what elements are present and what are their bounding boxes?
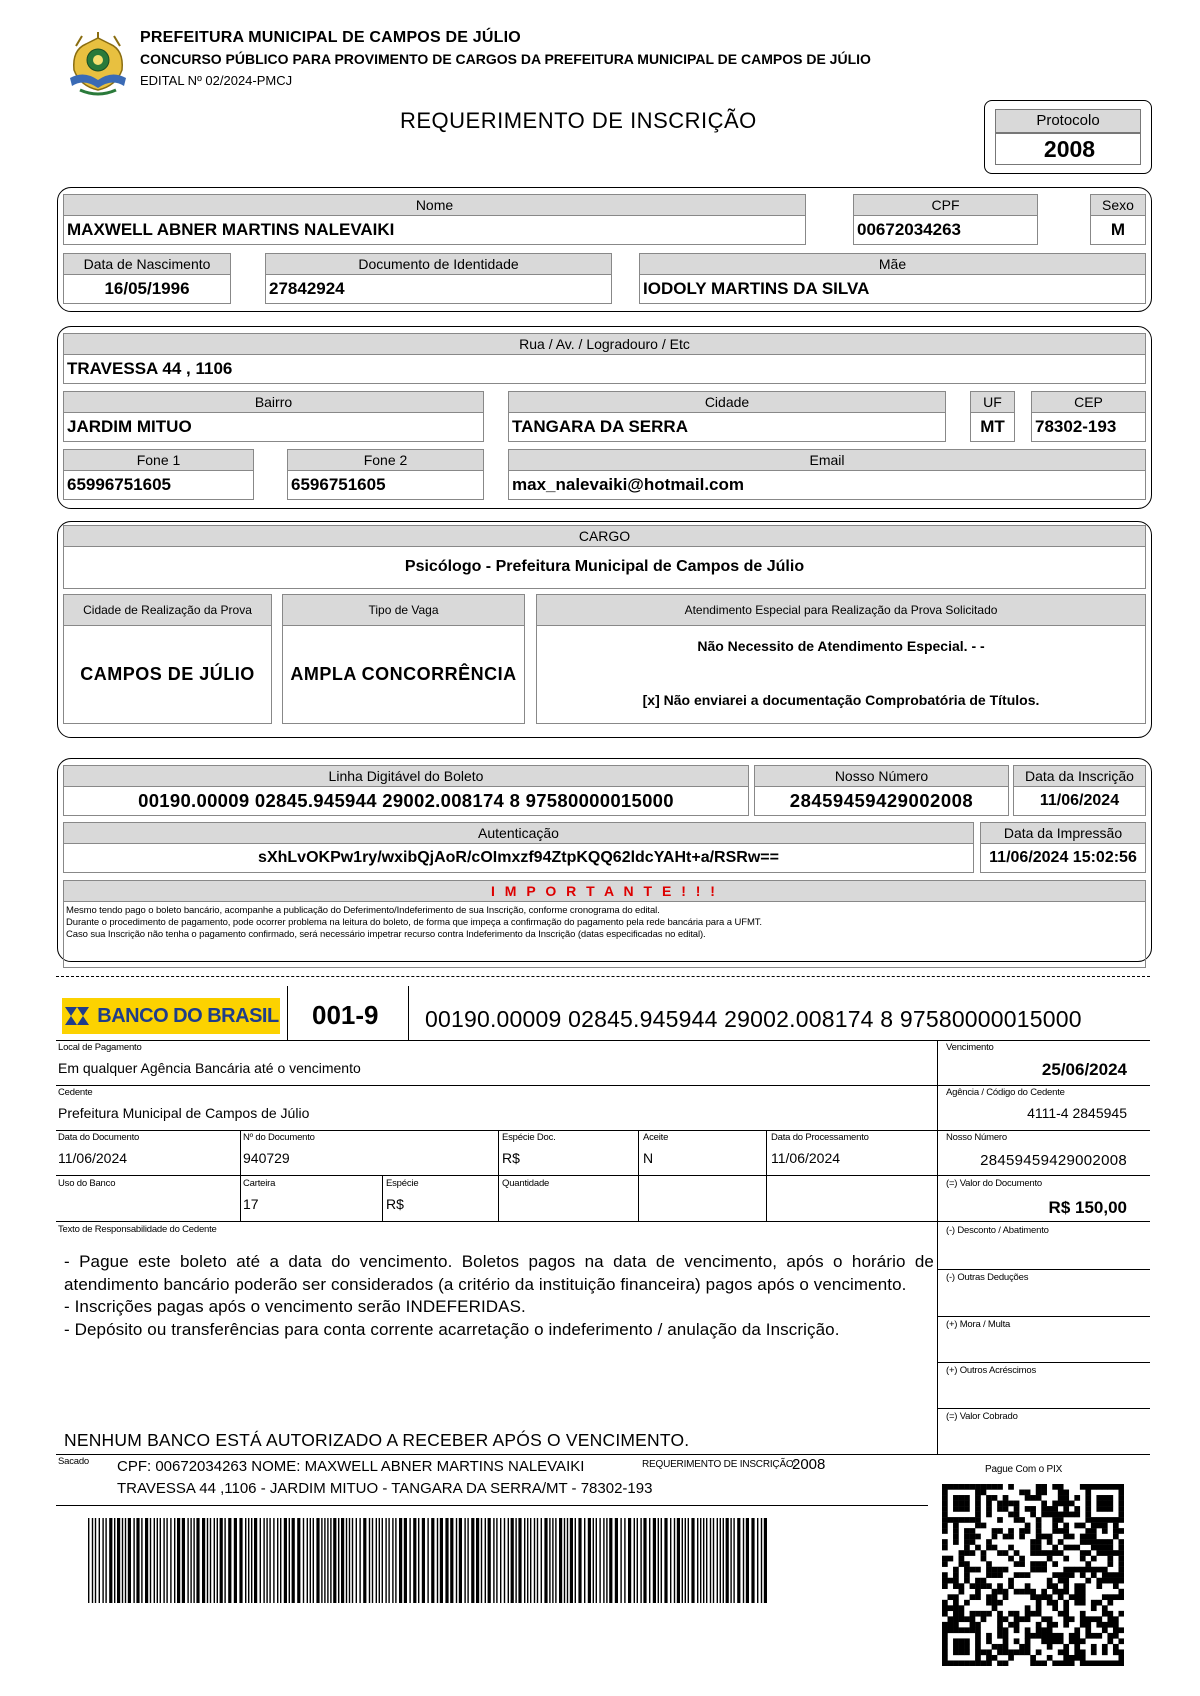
field-mae: Mãe IODOLY MARTINS DA SILVA — [639, 253, 1146, 304]
field-uf: UF MT — [970, 391, 1015, 442]
especie-value: R$ — [386, 1196, 404, 1212]
rua-value: TRAVESSA 44 , 1106 — [63, 355, 1146, 384]
field-cidade: Cidade TANGARA DA SERRA — [508, 391, 946, 442]
cidade-value: TANGARA DA SERRA — [508, 413, 946, 442]
sacado-line-2: TRAVESSA 44 ,1106 - JARDIM MITUO - TANGARA DA SERRA/MT - 78302-193 — [117, 1480, 653, 1497]
aceite-value: N — [643, 1150, 654, 1166]
local-pagamento-value: Em qualquer Agência Bancária até o vencimento — [58, 1060, 361, 1076]
sexo-value: M — [1090, 216, 1146, 245]
sacado-line-1: CPF: 00672034263 NOME: MAXWELL ABNER MARTINS NALEVAIKI — [117, 1458, 585, 1475]
field-importante — [63, 880, 1146, 968]
agencia-value: 4111-4 2845945 — [1027, 1105, 1127, 1121]
field-fone1: Fone 1 65996751605 — [63, 449, 254, 500]
important-note-1: Mesmo tendo pago o boleto bancário, acompanhe a publicação do Deferimento/Indeferimento de sua Inscrição, conforme cronograma do edital. — [66, 905, 660, 916]
header-contest: CONCURSO PÚBLICO PARA PROVIMENTO DE CARGOS DA PREFEITURA MUNICIPAL DE CAMPOS DE JÚLIO — [140, 51, 871, 67]
banco-do-brasil-logo — [62, 998, 280, 1034]
field-email: Email max_nalevaiki@hotmail.com — [508, 449, 1146, 500]
nosso-numero-value: 28459459429002008 — [754, 787, 1009, 816]
boleto-barcode — [88, 1518, 770, 1603]
pix-qr-code — [942, 1484, 1124, 1666]
cargo-value: Psicólogo - Prefeitura Municipal de Campos de Júlio — [63, 547, 1146, 589]
uf-value: MT — [970, 413, 1015, 442]
boleto-instructions: - Pague este boleto até a data do vencimento. Boletos pagos na data de vencimento, após o horário de atendimento bancário poderão ser considerados (a critério da instituição financeira) pagos após o vencimento. - Inscrições pagas após o vencimento serão INDEFERIDAS. - Depósito ou transferências para conta corrente acarretação o indeferimento / anulação da Inscrição. — [64, 1252, 934, 1339]
field-cep: CEP 78302-193 — [1031, 391, 1146, 442]
vencimento-value: 25/06/2024 — [1041, 1060, 1127, 1079]
field-cargo: CARGO Psicólogo - Prefeitura Municipal de Campos de Júlio — [63, 525, 1146, 589]
autenticacao-value: sXhLvOKPw1ry/wxibQjAoR/cOImxzf94ZtpKQQ62ldcYAHt+a/RSRw== — [63, 844, 974, 873]
field-data-inscricao: Data da Inscrição 11/06/2024 — [1013, 765, 1146, 816]
field-cidade-prova: Cidade de Realização da Prova CAMPOS DE JÚLIO — [63, 594, 272, 724]
field-linha-digitavel: Linha Digitável do Boleto 00190.00009 02845.945944 29002.008174 8 97580000015000 — [63, 765, 749, 816]
data-impressao-value: 11/06/2024 15:02:56 — [980, 844, 1146, 873]
data-documento-value: 11/06/2024 — [58, 1150, 128, 1166]
field-nascimento: Data de Nascimento 16/05/1996 — [63, 253, 231, 304]
cedente-value: Prefeitura Municipal de Campos de Júlio — [58, 1105, 310, 1121]
numero-documento-value: 940729 — [243, 1150, 290, 1166]
bank-name: BANCO DO BRASIL — [97, 1004, 279, 1027]
cut-line — [56, 976, 1150, 977]
carteira-value: 17 — [243, 1196, 259, 1212]
fone2-value: 6596751605 — [287, 471, 484, 500]
protocol-box — [984, 100, 1152, 174]
field-sexo: Sexo M — [1090, 194, 1146, 245]
requerimento-label: REQUERIMENTO DE INSCRIÇÃO: — [642, 1459, 797, 1470]
important-note-3: Caso sua Inscrição não tenha o pagamento confirmado, será necessário impetrar recurso contra Indeferimento da Inscrição (datas especificadas no edital). — [66, 929, 706, 940]
boleto-linha-digitavel: 00190.00009 02845.945944 29002.008174 8 97580000015000 — [425, 1006, 1082, 1032]
field-bairro: Bairro JARDIM MITUO — [63, 391, 484, 442]
tipo-vaga-value: AMPLA CONCORRÊNCIA — [282, 626, 525, 724]
mae-value: IODOLY MARTINS DA SILVA — [639, 275, 1146, 304]
requerimento-number: 2008 — [792, 1456, 826, 1473]
bb-symbol-icon — [63, 1003, 91, 1029]
field-fone2: Fone 2 6596751605 — [287, 449, 484, 500]
valor-documento-value: R$ 150,00 — [1048, 1198, 1127, 1217]
boleto-nosso-numero-value: 28459459429002008 — [980, 1152, 1127, 1169]
bank-code: 001-9 — [312, 1000, 379, 1030]
nome-value: MAXWELL ABNER MARTINS NALEVAIKI — [63, 216, 806, 245]
nascimento-value: 16/05/1996 — [63, 275, 231, 304]
cep-value: 78302-193 — [1031, 413, 1146, 442]
linha-digitavel-value: 00190.00009 02845.945944 29002.008174 8 97580000015000 — [63, 787, 749, 816]
field-data-impressao: Data da Impressão 11/06/2024 15:02:56 — [980, 822, 1146, 873]
fone1-value: 65996751605 — [63, 471, 254, 500]
documento-value: 27842924 — [265, 275, 612, 304]
important-note-2: Durante o procedimento de pagamento, pode ocorrer problema na leitura do boleto, de forma que impeça a confirmação do pagamento pela rede bancária para a UFMT. — [66, 917, 762, 928]
field-rua: Rua / Av. / Logradouro / Etc TRAVESSA 44 , 1106 — [63, 333, 1146, 384]
protocol-label: Protocolo — [995, 109, 1141, 133]
email-value: max_nalevaiki@hotmail.com — [508, 471, 1146, 500]
field-cpf: CPF 00672034263 — [853, 194, 1038, 245]
municipal-crest-icon — [66, 30, 130, 98]
header-edital: EDITAL Nº 02/2024-PMCJ — [140, 73, 293, 88]
data-inscricao-value: 11/06/2024 — [1013, 787, 1146, 816]
header-municipality: PREFEITURA MUNICIPAL DE CAMPOS DE JÚLIO — [140, 29, 521, 46]
form-title: REQUERIMENTO DE INSCRIÇÃO — [400, 108, 757, 133]
data-processamento-value: 11/06/2024 — [771, 1150, 841, 1166]
cidade-prova-value: CAMPOS DE JÚLIO — [63, 626, 272, 724]
pix-label: Pague Com o PIX — [985, 1464, 1063, 1475]
cpf-value: 00672034263 — [853, 216, 1038, 245]
importante-label: I M P O R T A N T E ! ! ! — [63, 880, 1146, 902]
field-documento: Documento de Identidade 27842924 — [265, 253, 612, 304]
especie-doc-value: R$ — [502, 1150, 520, 1166]
titulos-value: [x] Não enviarei a documentação Comprobatória de Títulos. — [642, 692, 1040, 708]
nenhum-banco-notice: NENHUM BANCO ESTÁ AUTORIZADO A RECEBER APÓS O VENCIMENTO. — [64, 1430, 690, 1450]
field-autenticacao: Autenticação sXhLvOKPw1ry/wxibQjAoR/cOImxzf94ZtpKQQ62ldcYAHt+a/RSRw== — [63, 822, 974, 873]
protocol-value: 2008 — [995, 133, 1141, 165]
field-nome: Nome MAXWELL ABNER MARTINS NALEVAIKI — [63, 194, 806, 245]
field-atendimento: Atendimento Especial para Realização da Prova Solicitado Não Necessito de Atendimento Especial. - - [x] Não enviarei a documentação Comprobatória de Títulos. — [536, 594, 1146, 724]
atendimento-value: Não Necessito de Atendimento Especial. - - — [697, 638, 985, 654]
field-tipo-vaga: Tipo de Vaga AMPLA CONCORRÊNCIA — [282, 594, 525, 724]
bairro-value: JARDIM MITUO — [63, 413, 484, 442]
field-nosso-numero: Nosso Número 28459459429002008 — [754, 765, 1009, 816]
